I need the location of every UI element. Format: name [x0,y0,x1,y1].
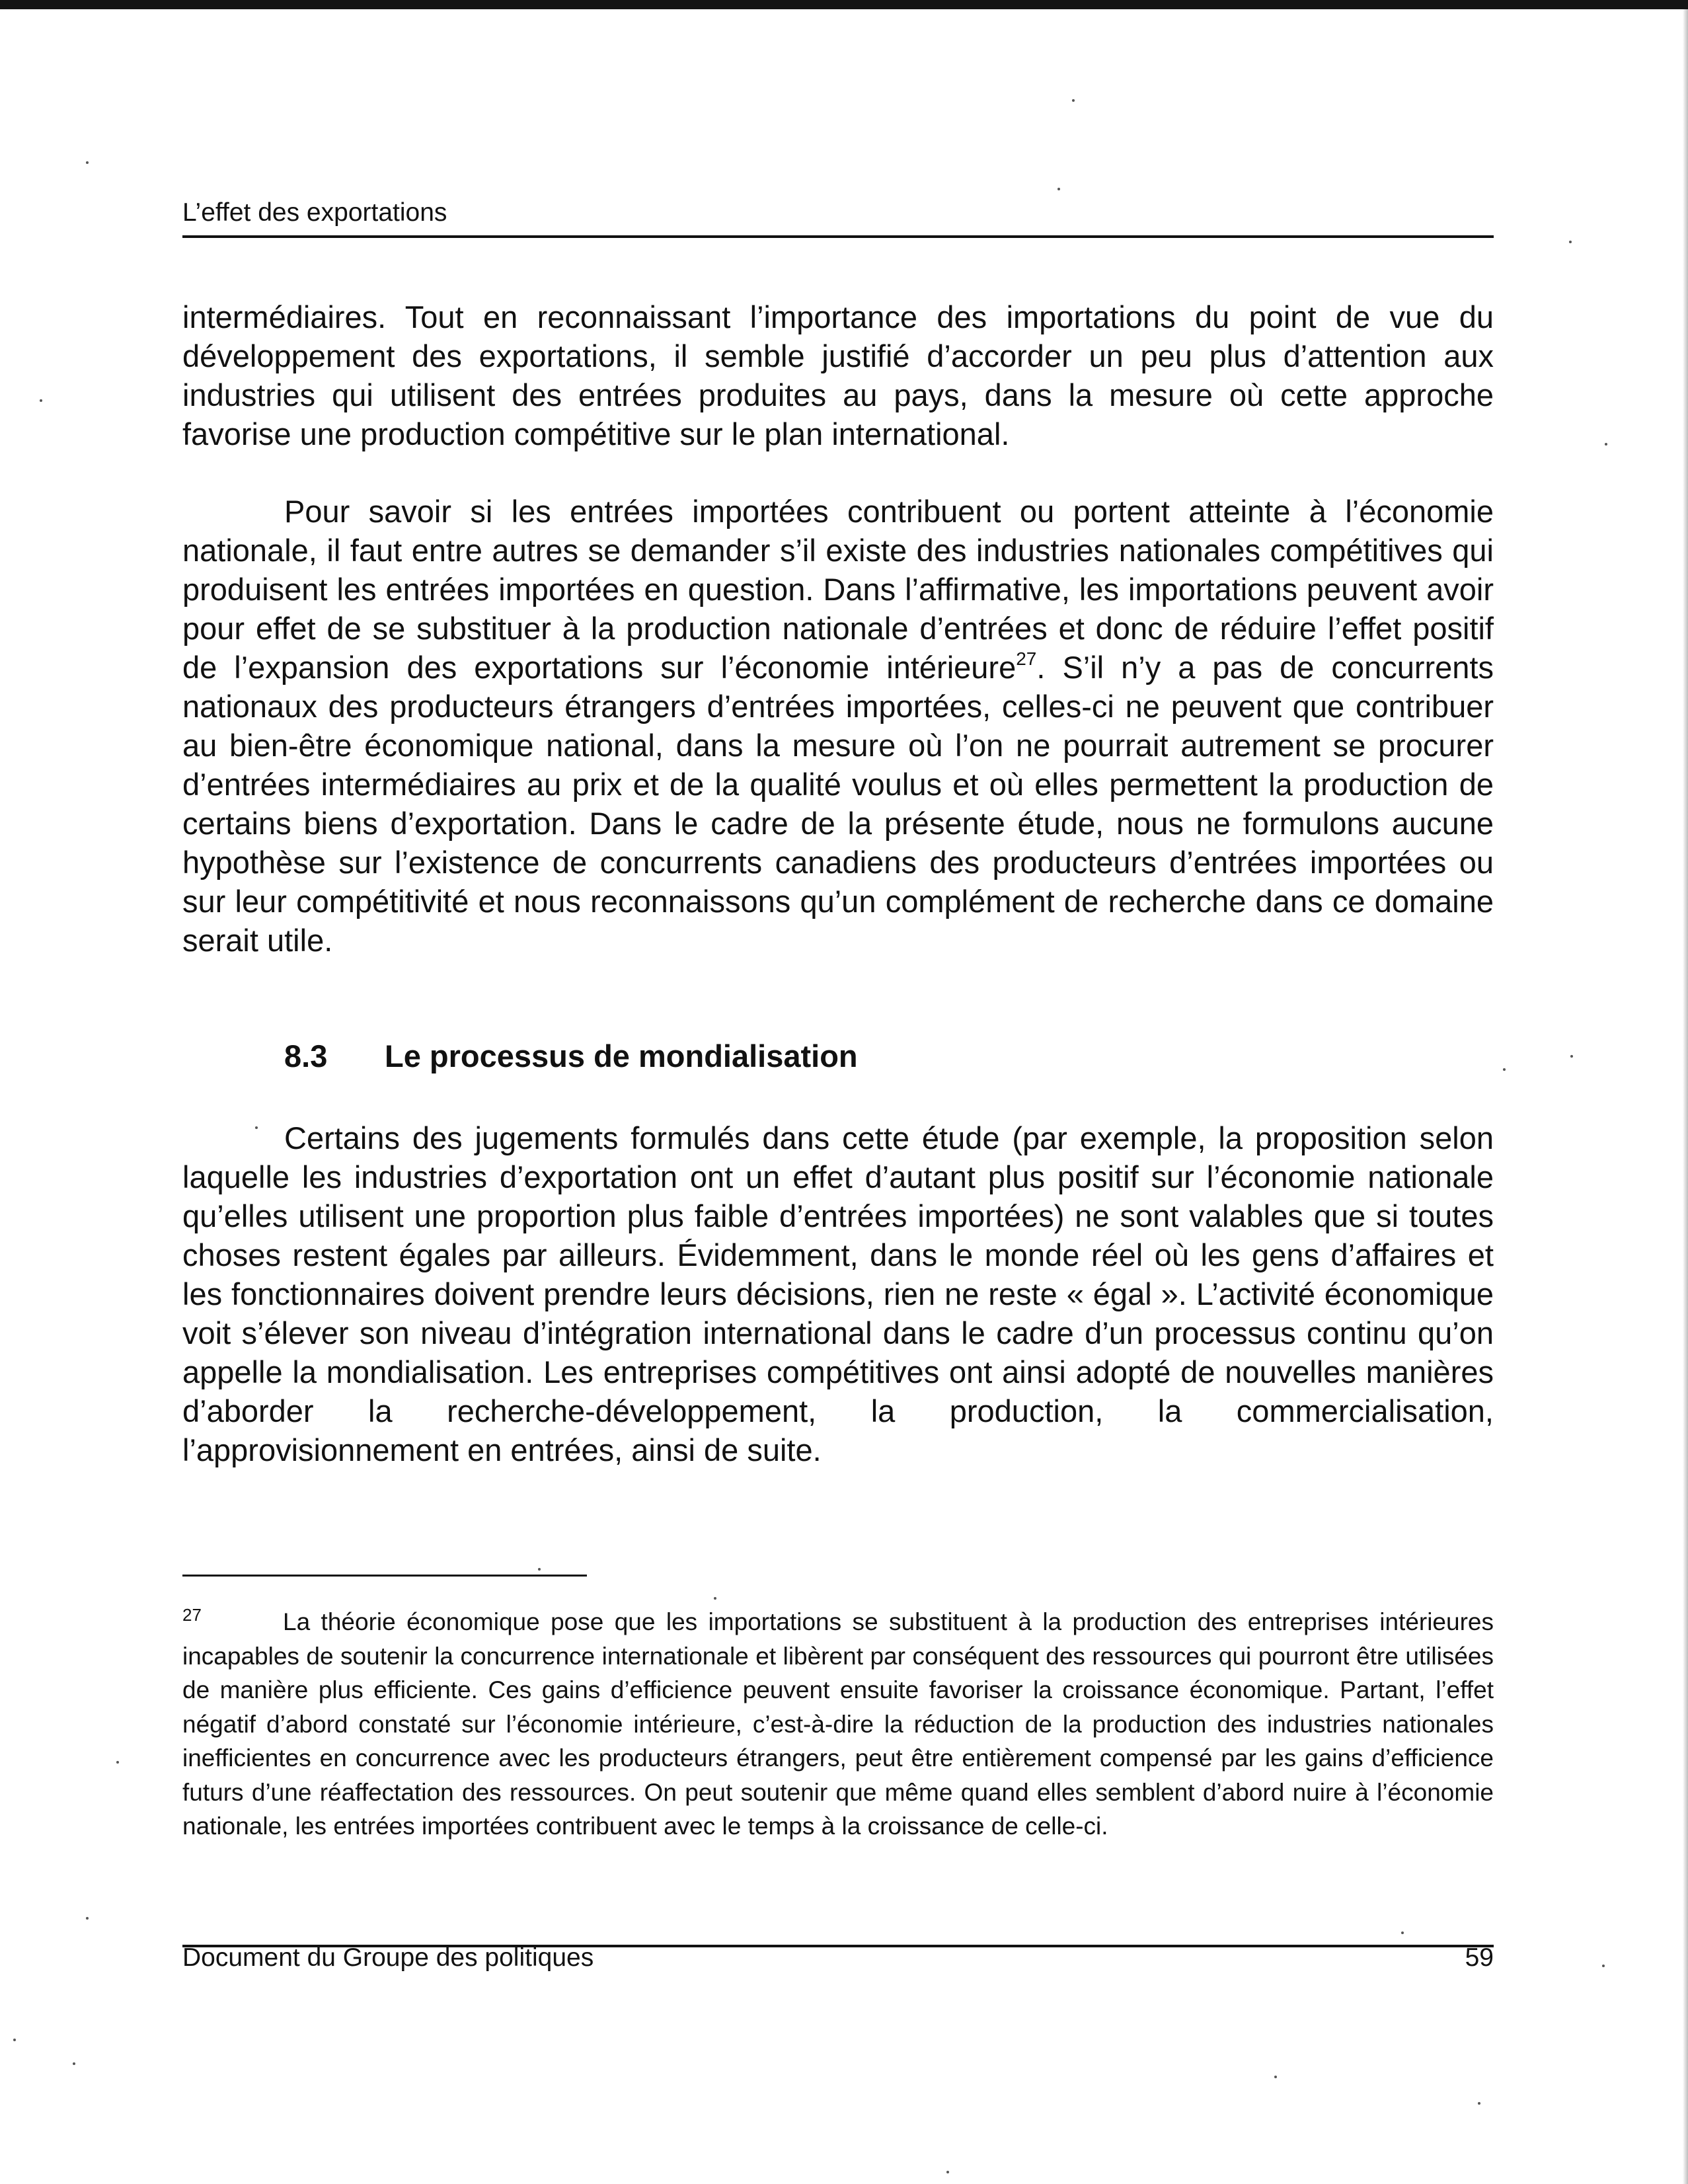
scan-speck [86,1917,89,1920]
scan-speck [1072,99,1075,102]
scan-speck [1605,443,1607,446]
page-number: 59 [1465,1943,1494,1972]
footnote-rule [182,1575,587,1577]
scan-speck [1057,188,1060,190]
scan-speck [86,161,89,164]
scan-speck [1570,1055,1573,1058]
footnote-reference: 27 [1016,648,1037,669]
body-paragraph-2-text-a: Pour savoir si les entrées importées contribuent ou portent atteinte à l’économie nationale, il faut entre autres se demander s’il existe des industries nationales compétitives qui produisent les entrées importées en question. Dans l’affirmative, les importations peuvent avoir pour effet de se substituer à la production nationale d’entrées et donc de réduire l’effet positif de l’expansion des exportations sur l’économie intérieure [182,494,1494,685]
scan-speck [1401,1931,1404,1934]
scan-speck [1478,2102,1480,2105]
scan-speck [1503,1068,1506,1071]
scan-top-border [0,0,1688,9]
section-number: 8.3 [284,1038,328,1073]
body-paragraph-3: Certains des jugements formulés dans cette étude (par exemple, la proposition selon laquelle les industries d’exportation ont un effet d’autant plus positif sur l’économie nationale qu’elles utilisent une proportion plus faible d’entrées importées) ne sont valables que si toutes choses restent égales par ailleurs. Évidemment, dans le monde réel où les gens d’affaires et les fonctionnaires doivent prendre leurs décisions, rien ne reste « égal ». L’activité économique voit s’élever son niveau d’intégration international dans le cadre d’un processus continu qu’on appelle la mondialisation. Les entreprises compétitives ont ainsi adopté de nouvelles manières d’aborder la recherche-développement, la production, la commercialisation, l’approvisionnement en entrées, ainsi de suite. [182,1120,1494,1467]
body-paragraph-2-text-b: . S’il n’y a pas de concurrents nationaux des producteurs étrangers d’entrées importées, celles-ci ne peuvent que contribuer au bien-être économique national, dans la mesure où l’on ne pourrait autrement se procurer d’entrées intermédiaires au prix et de la qualité voulus et où elles permettent la production de certains biens d’exportation. Dans le cadre de la présente étude, nous ne formulons aucune hypothèse sur l’existence de concurrents canadiens des producteurs d’entrées importées ou sur leur compétitivité et nous reconnaissons qu’un complément de recherche dans ce domaine serait utile. [182,650,1494,958]
footnote-indent [182,1605,283,1639]
scan-speck [40,399,42,402]
scan-speck [1602,1965,1605,1967]
scan-speck [1274,2076,1277,2078]
section-heading [284,1036,858,1075]
scan-speck [255,1126,258,1129]
scan-speck [538,1568,541,1571]
scan-speck [946,2171,949,2173]
scan-right-edge [1683,9,1688,2184]
footer-publication: Document du Groupe des politiques [182,1943,594,1972]
body-paragraph-2 [182,492,1494,960]
footnote-text: La théorie économique pose que les importations se substituent à la production des entreprises intérieures incapables de soutenir la concurrence internationale et libèrent par conséquent des ressources qui pourront être utilisées de manière plus efficiente. Ces gains d’efficience peuvent ensuite favoriser la croissance économique. Partant, l’effet négatif d’abord constaté sur l’économie intérieure, c’est-à-dire la réduction de la production des industries nationales inefficientes en concurrence avec les producteurs étrangers, peut être entièrement compensé par les gains d’efficience futurs d’une réaffectation des ressources. On peut soutenir que même quand elles semblent d’abord nuire à l’économie nationale, les entrées importées contribuent avec le temps à la croissance de celle-ci. [182,1608,1494,1840]
section-title: Le processus de mondialisation [385,1038,858,1073]
scan-speck [13,2039,16,2041]
running-header: L’effet des exportations [182,198,447,227]
body-paragraph-1: intermédiaires. Tout en reconnaissant l’importance des importations du point de vue du développement des exportations, il semble justifié d’accorder un peu plus d’attention aux industries qui utilisent des entrées produites au pays, dans la mesure où cette approche favorise une production compétitive sur le plan international. [182,299,1494,451]
scan-speck [73,2062,75,2065]
scan-speck [116,1761,119,1764]
header-rule [182,235,1494,238]
scan-speck [714,1597,716,1600]
scan-speck [1569,241,1572,243]
footnote [182,1605,1494,1844]
footnote-number: 27 [182,1605,202,1625]
